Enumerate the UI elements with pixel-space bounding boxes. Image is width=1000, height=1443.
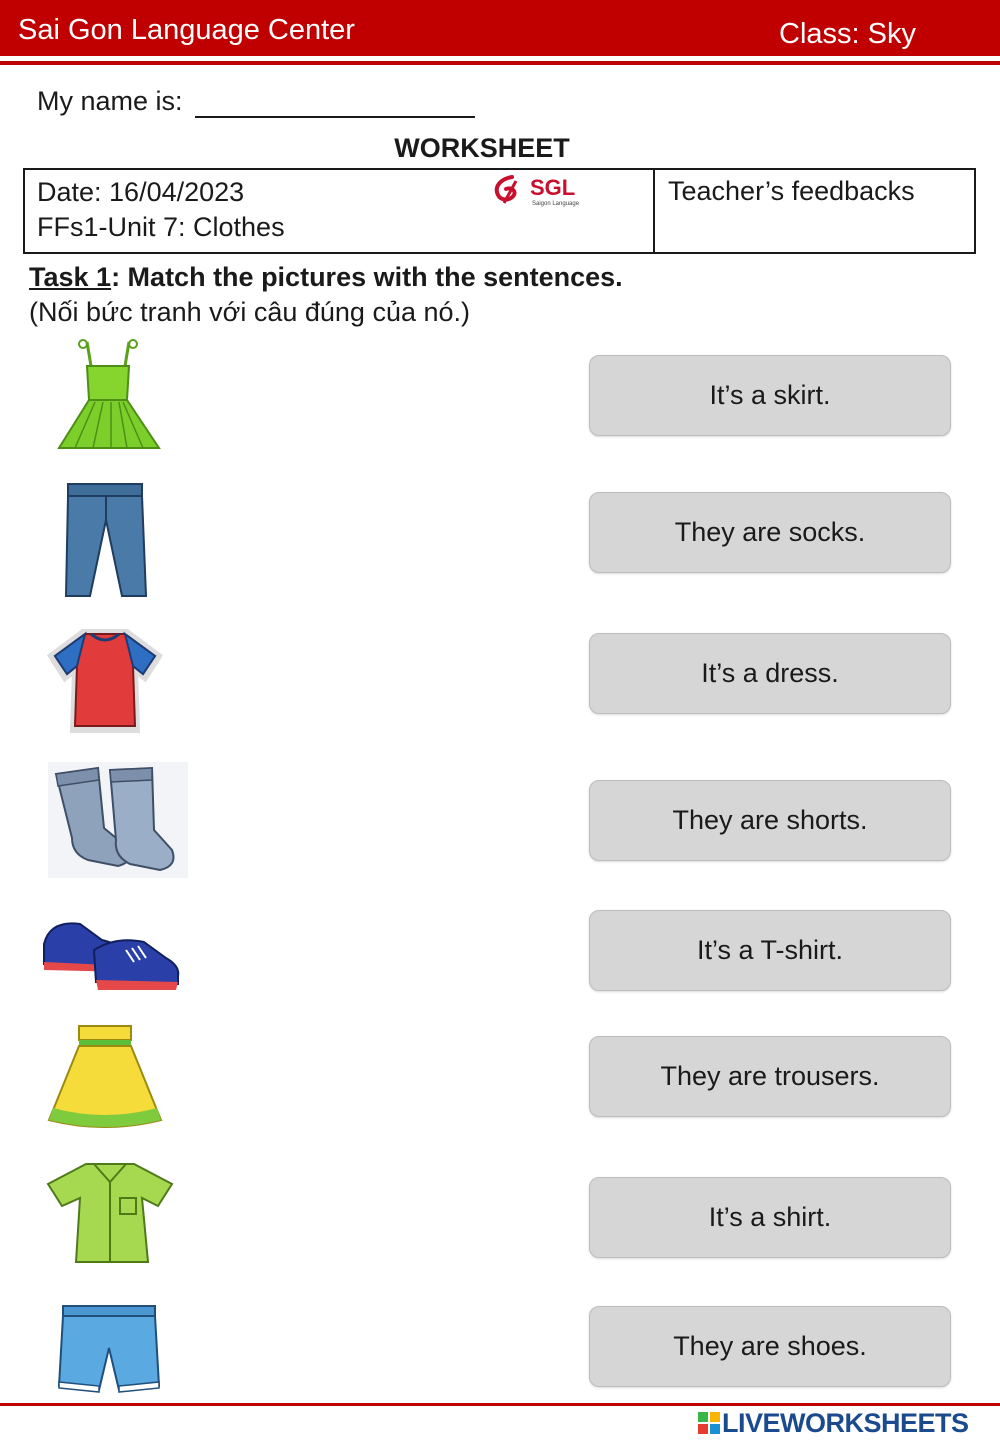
- worksheet-title: WORKSHEET: [394, 133, 570, 163]
- info-divider: [653, 168, 655, 254]
- header-bar: [0, 0, 1000, 56]
- sentence-option[interactable]: It’s a T-shirt.: [589, 910, 951, 991]
- sentence-option[interactable]: They are shorts.: [589, 780, 951, 861]
- footer-divider: [0, 1403, 1000, 1406]
- sgl-logo: [492, 173, 592, 209]
- sentence-option[interactable]: They are socks.: [589, 492, 951, 573]
- sentence-option[interactable]: They are shoes.: [589, 1306, 951, 1387]
- date-text: Date: 16/04/2023: [37, 177, 245, 207]
- logo-subtext: Saigon Language: [532, 201, 580, 207]
- task-title-text: : Match the pictures with the sentences.: [111, 262, 623, 292]
- sentence-option[interactable]: It’s a skirt.: [589, 355, 951, 436]
- skirt-icon[interactable]: [45, 1022, 165, 1134]
- center-name: Sai Gon Language Center: [18, 14, 355, 46]
- teacher-feedback-label: Teacher’s feedbacks: [668, 176, 915, 206]
- unit-text: FFs1-Unit 7: Clothes: [37, 212, 285, 242]
- name-blank-line: [195, 116, 475, 118]
- task-subtitle: (Nối bức tranh với câu đúng của nó.): [29, 297, 471, 327]
- name-label: My name is:: [37, 86, 183, 116]
- sentence-option[interactable]: They are trousers.: [589, 1036, 951, 1117]
- liveworksheets-logo-icon: [698, 1412, 720, 1434]
- liveworksheets-text: LIVEWORKSHEETS: [722, 1407, 969, 1438]
- shoes-icon[interactable]: [40, 910, 182, 996]
- shirt-icon[interactable]: [42, 1158, 178, 1270]
- liveworksheets-brand[interactable]: [698, 1408, 969, 1438]
- header-divider: [0, 61, 1000, 65]
- socks-icon[interactable]: [48, 762, 188, 878]
- logo-text: SGL: [530, 175, 576, 200]
- task-title: [29, 262, 623, 293]
- task-number: Task 1: [29, 262, 112, 292]
- tshirt-icon[interactable]: [45, 626, 165, 736]
- sentence-option[interactable]: It’s a dress.: [589, 633, 951, 714]
- dress-icon[interactable]: [55, 338, 165, 456]
- sentence-option[interactable]: It’s a shirt.: [589, 1177, 951, 1258]
- class-label: Class: Sky: [779, 18, 916, 50]
- trousers-icon[interactable]: [60, 480, 152, 602]
- shorts-icon[interactable]: [55, 1304, 163, 1396]
